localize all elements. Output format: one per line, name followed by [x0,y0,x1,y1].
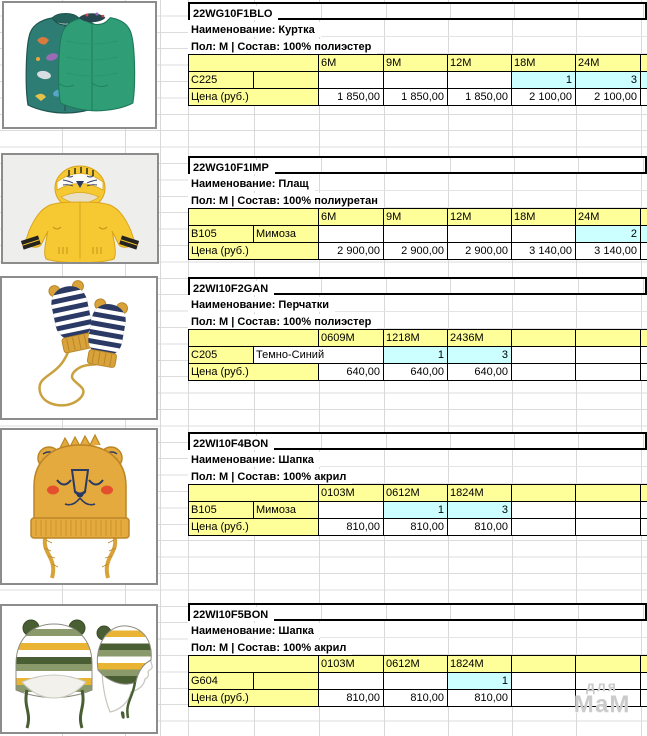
product-image-lion-hat [0,428,158,585]
cell-price: 810,00 [448,690,512,707]
cell-size: 0609M [319,329,384,347]
product-image-raincoat [1,153,159,264]
cell-price: 640,00 [448,364,512,381]
cell-price: 3 140,00 [576,243,641,260]
cell-size: 1824M [448,655,512,673]
cell-color-code: C225 [188,72,254,89]
cell-qty: 1 [384,502,448,519]
price-row [188,243,647,260]
cell-color-name [254,673,319,690]
cell-qty [576,347,641,364]
product-name-row [188,20,647,37]
cell-qty: 1 [384,347,448,364]
cell-qty: 3 [448,502,512,519]
product-code: 22WG10F1IMP [190,160,275,175]
product-meta-row [188,37,647,54]
cell-price: 1 850,00 [384,89,448,106]
cell-size [512,329,576,347]
price-row [188,519,647,536]
cell-price: 810,00 [319,690,384,707]
cell-size: 2436M [448,329,512,347]
cell-qty [384,226,448,243]
cell-edge [641,364,647,381]
cell-qty: 2 [576,226,641,243]
vests-illustration [4,3,155,127]
product-meta: Пол: М | Состав: 100% полиэстер [188,39,377,54]
cell-price [512,519,576,536]
cell-qty [319,72,384,89]
cell-price-label: Цена (руб.) [188,243,319,260]
cell-price: 810,00 [319,519,384,536]
cell-edge [641,54,647,72]
product-name: Наименование: Перчатки [188,297,335,312]
cell-qty [384,673,448,690]
product-name-row [188,174,647,191]
cell-price: 3 140,00 [512,243,576,260]
cell-price: 640,00 [384,364,448,381]
product-meta: Пол: М | Состав: 100% акрил [188,469,352,484]
cell-size: 12M [448,208,512,226]
color-qty-row [188,72,647,89]
cell-price: 810,00 [384,690,448,707]
cell-edge [641,655,647,673]
cell-qty [319,502,384,519]
cell-qty [448,226,512,243]
cell-size: 0103M [319,484,384,502]
watermark-line1: для [586,678,618,694]
cell-price: 2 100,00 [576,89,641,106]
cell-empty [188,329,319,347]
product-name: Наименование: Куртка [188,22,321,37]
cell-qty [576,502,641,519]
cell-price [576,364,641,381]
product-meta-row [188,312,647,329]
cell-qty [512,347,576,364]
cell-price-label: Цена (руб.) [188,89,319,106]
size-header-row [188,329,647,347]
product-meta: Пол: М | Состав: 100% полиэстер [188,314,377,329]
product-image-striped-hats [0,604,158,734]
cell-size: 24M [576,208,641,226]
cell-edge [641,208,647,226]
product-code-row [188,277,647,295]
cell-color-code: B105 [188,226,254,243]
cell-color-name: Мимоза [254,226,319,243]
cell-size [576,655,641,673]
product-meta: Пол: М | Состав: 100% полиуретан [188,193,384,208]
cell-qty: 1 [512,72,576,89]
cell-size: 0612M [384,484,448,502]
cell-edge [641,519,647,536]
cell-price-label: Цена (руб.) [188,519,319,536]
product-name-row [188,621,647,638]
cell-qty [384,72,448,89]
size-header-row [188,484,647,502]
product-block-4 [188,432,647,536]
cell-edge [641,347,647,364]
product-code: 22WI10F2GAN [190,281,274,296]
size-header-row [188,54,647,72]
cell-qty [448,72,512,89]
cell-price: 2 100,00 [512,89,576,106]
cell-color-code: C205 [188,347,254,364]
cell-qty [512,502,576,519]
lion-hat-illustration [2,430,156,583]
color-qty-row [188,502,647,519]
product-code-row [188,156,647,174]
product-meta: Пол: М | Состав: 100% акрил [188,640,352,655]
product-code: 22WI10F4BON [190,436,274,451]
cell-size: 0103M [319,655,384,673]
product-name: Наименование: Шапка [188,452,320,467]
cell-price-label: Цена (руб.) [188,690,319,707]
striped-hats-illustration [2,606,156,732]
product-code: 22WG10F1BLO [190,6,278,21]
cell-price: 1 850,00 [319,89,384,106]
mittens-illustration [2,278,156,418]
cell-edge [641,89,647,106]
product-meta-row [188,191,647,208]
cell-edge [641,226,647,243]
cell-size [512,484,576,502]
watermark-line2: МаМ [573,691,631,718]
cell-size: 1218M [384,329,448,347]
cell-price: 2 900,00 [448,243,512,260]
product-block-2 [188,156,647,260]
product-code: 22WI10F5BON [190,607,274,622]
color-qty-row [188,347,647,364]
cell-qty [319,226,384,243]
cell-edge [641,329,647,347]
cell-color-name [254,72,319,89]
raincoat-illustration [3,155,157,262]
cell-size: 1824M [448,484,512,502]
cell-qty [512,226,576,243]
cell-size: 18M [512,54,576,72]
product-image-mittens [0,276,158,420]
product-name: Наименование: Шапка [188,623,320,638]
cell-edge [641,502,647,519]
cell-color-code: B105 [188,502,254,519]
product-code-row [188,603,647,621]
cell-qty: 1 [448,673,512,690]
cell-size: 12M [448,54,512,72]
cell-qty [319,673,384,690]
cell-color-name: Темно-Синий [254,347,384,364]
product-name-row [188,295,647,312]
cell-price: 2 900,00 [384,243,448,260]
cell-price [512,364,576,381]
cell-size: 0612M [384,655,448,673]
cell-edge [641,484,647,502]
cell-empty [188,54,319,72]
cell-size: 6M [319,208,384,226]
cell-price: 810,00 [448,519,512,536]
size-header-row [188,208,647,226]
cell-price: 2 900,00 [319,243,384,260]
cell-price: 810,00 [384,519,448,536]
size-header-row [188,655,647,673]
cell-price: 640,00 [319,364,384,381]
cell-size [576,329,641,347]
product-name-row [188,450,647,467]
product-meta-row [188,467,647,484]
cell-price-label: Цена (руб.) [188,364,319,381]
cell-size [512,655,576,673]
cell-price [576,519,641,536]
cell-edge [641,243,647,260]
product-code-row [188,432,647,450]
cell-edge [641,72,647,89]
watermark [556,678,647,716]
cell-color-name: Мимоза [254,502,319,519]
product-image-vests [2,1,157,129]
product-block-1 [188,2,647,106]
cell-empty [188,655,319,673]
cell-color-code: G604 [188,673,254,690]
cell-qty: 3 [448,347,512,364]
product-name: Наименование: Плащ [188,176,315,191]
cell-empty [188,208,319,226]
cell-size: 24M [576,54,641,72]
product-meta-row [188,638,647,655]
cell-size [576,484,641,502]
cell-size: 18M [512,208,576,226]
cell-qty: 3 [576,72,641,89]
cell-size: 9M [384,208,448,226]
price-row [188,89,647,106]
price-row [188,364,647,381]
color-qty-row [188,226,647,243]
cell-price: 1 850,00 [448,89,512,106]
cell-size: 6M [319,54,384,72]
product-code-row [188,2,647,20]
cell-size: 9M [384,54,448,72]
cell-empty [188,484,319,502]
product-block-3 [188,277,647,381]
